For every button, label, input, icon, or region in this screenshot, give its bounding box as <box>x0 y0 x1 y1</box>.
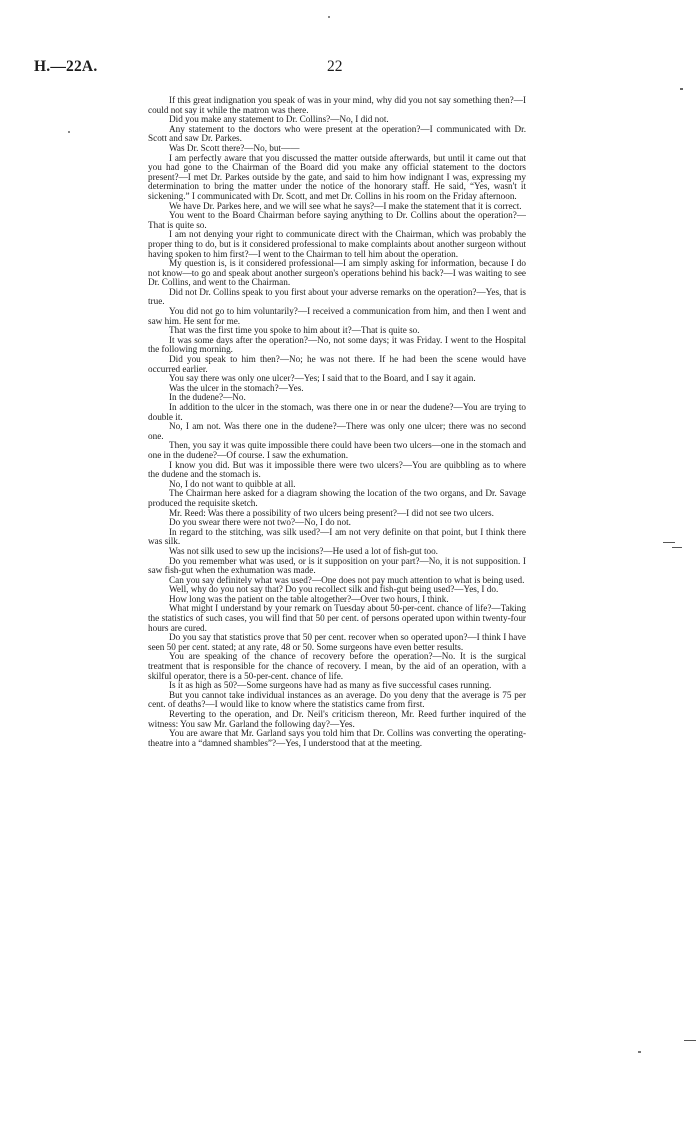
paragraph: You did not go to him voluntarily?—I received a communication from him, and then I went and saw him. He sent for me. <box>148 306 526 326</box>
paragraph: Did not Dr. Collins speak to you first about your adverse remarks on the operation?—Yes, that is true. <box>148 286 526 307</box>
paragraph: It was some days after the operation?—No, not some days; it was Friday. I went to the Hospital the following morning. <box>148 334 526 355</box>
paragraph: In the dudene?—No. <box>169 392 246 403</box>
scan-mark <box>328 16 330 18</box>
page-header <box>34 58 634 78</box>
transcript-body <box>148 96 526 748</box>
paragraph: I know you did. But was it impossible there were two ulcers?—You are quibbling as to where the dudene and the stomach is. <box>148 459 526 480</box>
paragraph: Was the ulcer in the stomach?—Yes. <box>169 382 304 393</box>
paragraph: How long was the patient on the table altogether?—Over two hours, I think. <box>169 593 449 604</box>
paragraph: Did you make any statement to Dr. Collins?—No, I did not. <box>169 114 389 125</box>
scan-mark <box>672 547 682 548</box>
paragraph: We have Dr. Parkes here, and we will see what he says?—I make the statement that it is correct. <box>169 200 522 211</box>
paragraph: Was Dr. Scott there?—No, but—— <box>169 142 300 153</box>
paragraph: That was the first time you spoke to him about it?—That is quite so. <box>169 325 420 336</box>
paragraph: In addition to the ulcer in the stomach, was there one in or near the dudene?—You are trying to double it. <box>148 402 526 422</box>
paragraph: Do you swear there were not two?—No, I do not. <box>169 517 351 528</box>
paragraph: You say there was only one ulcer?—Yes; I said that to the Board, and I say it again. <box>169 373 476 384</box>
paragraph: You went to the Board Chairman before saying anything to Dr. Collins about the operation?—That is quite so. <box>148 210 526 230</box>
paragraph: No, I am not. Was there one in the dudene?—There was only one ulcer; there was no second one. <box>148 421 526 441</box>
paragraph: In regard to the stitching, was silk used?—I am not very definite on that point, but I think there was silk. <box>148 526 526 547</box>
paragraph: Mr. Reed: Was there a possibility of two ulcers being present?—I did not see two ulcers. <box>169 507 494 518</box>
paragraph: The Chairman here asked for a diagram showing the location of the two organs, and Dr. Savage produced the requisite sketch. <box>148 488 526 508</box>
paragraph: Any statement to the doctors who were present at the operation?—I communicated with Dr. Scott and saw Dr. Parkes. <box>148 123 526 144</box>
paragraph: Was not silk used to sew up the incisions?—He used a lot of fish-gut too. <box>169 545 438 556</box>
paragraph: But you cannot take individual instances as an average. Do you deny that the average is 75 per cent. of deaths?—I would like to know where the statistics came from first. <box>148 689 526 710</box>
scan-mark <box>68 131 70 133</box>
paragraph: What might I understand by your remark on Tuesday about 50-per-cent. chance of life?—Taking the statistics of such cases, you will find that 50 per cent. of persons operated upon within twenty-four hours are cured. <box>148 603 526 633</box>
paragraph: Then, you say it was quite impossible there could have been two ulcers—one in the stomach and one in the dudene?—Of course. I saw the exhumation. <box>148 440 526 460</box>
scan-mark <box>684 1040 696 1041</box>
page-number: 22 <box>327 58 343 75</box>
paragraph: Do you say that statistics prove that 50 per cent. recover when so operated upon?—I think I have seen 50 per cent. stated; at any rate, 48 or 50. Some surgeons have even better results. <box>148 632 526 652</box>
scan-mark <box>680 88 683 90</box>
paragraph: Do you remember what was used, or is it supposition on your part?—No, it is not supposition. I saw fish-gut when the exhumation was made. <box>148 555 526 576</box>
paragraph: No, I do not want to quibble at all. <box>169 478 296 489</box>
paragraph: I am not denying your right to communicate direct with the Chairman, which was probably the proper thing to do, but is it considered professional to make complaints about another surgeon without having spoken to him first?—I went to the Chairman to tell him about the operation. <box>148 229 526 259</box>
paragraph: You are aware that Mr. Garland says you told him that Dr. Collins was converting the operating-theatre into a “damned shambles”?—Yes, I understood that at the meeting. <box>148 728 526 748</box>
paragraph: You are speaking of the chance of recovery before the operation?—No. It is the surgical treatment that is responsible for the chance of recovery. I mean, by the aid of an operation, with a skilful operator, there is a 50-per-cent. chance of life. <box>148 651 526 681</box>
paragraph: If this great indignation you speak of was in your mind, why did you not say something then?—I could not say it while the matron was there. <box>148 95 526 115</box>
paragraph: Did you speak to him then?—No; he was not there. If he had been the scene would have occurred earlier. <box>148 354 526 374</box>
paragraph: My question is, is it considered professional—I am simply asking for information, because I do not know—to go and speak about another surgeon's operations behind his back?—I was waiting to see Dr. Collins, and went to the Chairman. <box>148 258 526 288</box>
paragraph: Reverting to the operation, and Dr. Neil's criticism thereon, Mr. Reed further inquired of the witness: You saw Mr. Garland the following day?—Yes. <box>148 709 526 729</box>
scan-mark <box>638 1051 641 1053</box>
paragraph: Well, why do you not say that? Do you recollect silk and fish-gut being used?—Yes, I do. <box>169 584 499 595</box>
paragraph: Is it as high as 50?—Some surgeons have had as many as five successful cases running. <box>169 680 492 691</box>
document-reference: H.—22A. <box>34 58 98 75</box>
paragraph: I am perfectly aware that you discussed the matter outside afterwards, but until it came out that you had gone to the Chairman of the Board did you make any official statement to the doctors present?—I met Dr. Parkes outside by the gate, and said to him how indignant I was, expressing my determination to bring the matter under the notice of the honorary staff. He said, “Yes, wasn't it sickening.” I communicated with Dr. Scott, and met Dr. Collins in his room on the Friday afternoon. <box>148 152 526 201</box>
scan-mark <box>663 542 675 543</box>
paragraph: Can you say definitely what was used?—One does not pay much attention to what is being used. <box>169 574 525 585</box>
